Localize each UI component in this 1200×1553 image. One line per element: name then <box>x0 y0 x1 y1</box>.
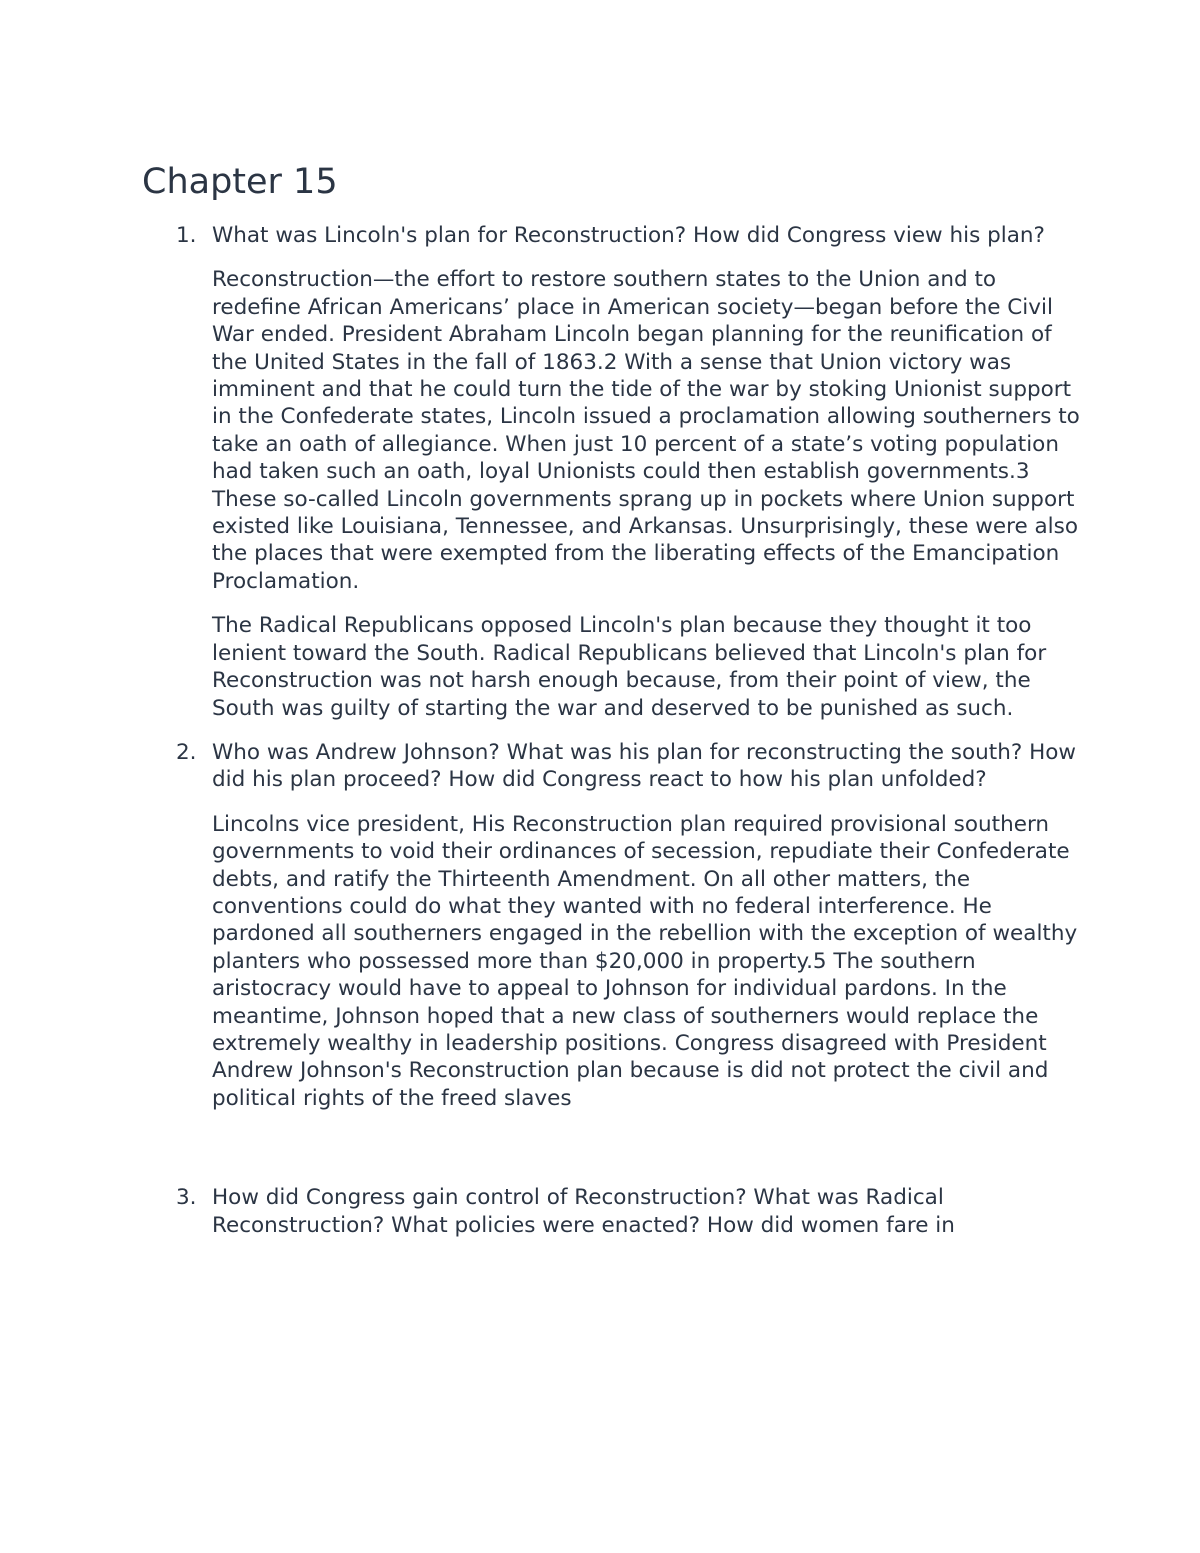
question-text: How did Congress gain control of Reconstruction? What was Radical Reconstruction? What policies were enacted? How did women fare in <box>212 1185 955 1238</box>
question-item-2 <box>142 739 1082 1112</box>
answer-paragraph: Lincolns vice president, His Reconstruction plan required provisional southern governments to void their ordinances of secession, repudiate their Confederate debts, and ratify the Thirteenth Amendment. On all other matters, the conventions could do what they wanted with no federal interference. He pardoned all southerners engaged in the rebellion with the exception of wealthy planters who possessed more than $20,000 in property.5 The southern aristocracy would have to appeal to Johnson for individual pardons. In the meantime, Johnson hoped that a new class of southerners would replace the extremely wealthy in leadership positions. Congress disagreed with President Andrew Johnson's Reconstruction plan because is did not protect the civil and political rights of the freed slaves <box>212 811 1078 1111</box>
question-item-3 <box>142 1184 1082 1239</box>
question-number: 1. <box>176 223 197 248</box>
question-item-1 <box>142 222 1082 722</box>
question-list <box>142 222 1082 1239</box>
question-number: 3. <box>176 1185 197 1211</box>
question-number: 2. <box>176 739 197 765</box>
answer-paragraph: Reconstruction—the effort to restore southern states to the Union and to redefine African Americans’ place in American society—began before the Civil War ended. President Abraham Lincoln began planning for the reunification of the United States in the fall of 1863.2 With a sense that Union victory was imminent and that he could turn the tide of the war by stoking Unionist support in the Confederate states, Lincoln issued a proclamation allowing southerners to take an oath of allegiance. When just 10 percent of a state’s voting population had taken such an oath, loyal Unionists could then establish governments.3 These so-called Lincoln governments sprang up in pockets where Union support existed like Louisiana, Tennessee, and Arkansas. Unsurprisingly, these were also the places that were exempted from the liberating effects of the Emancipation Proclamation. <box>212 267 1080 594</box>
question-text: What was Lincoln's plan for Reconstruction? How did Congress view his plan? <box>212 223 1045 248</box>
question-text: Who was Andrew Johnson? What was his plan for reconstructing the south? How did his plan proceed? How did Congress react to how his plan unfolded? <box>212 739 1076 793</box>
chapter-title: Chapter 15 <box>142 162 338 202</box>
answer-paragraph: The Radical Republicans opposed Lincoln's plan because they thought it too lenient toward the South. Radical Republicans believed that Lincoln's plan for Reconstruction was not harsh enough because, from their point of view, the South was guilty of starting the war and deserved to be punished as such. <box>212 613 1047 721</box>
